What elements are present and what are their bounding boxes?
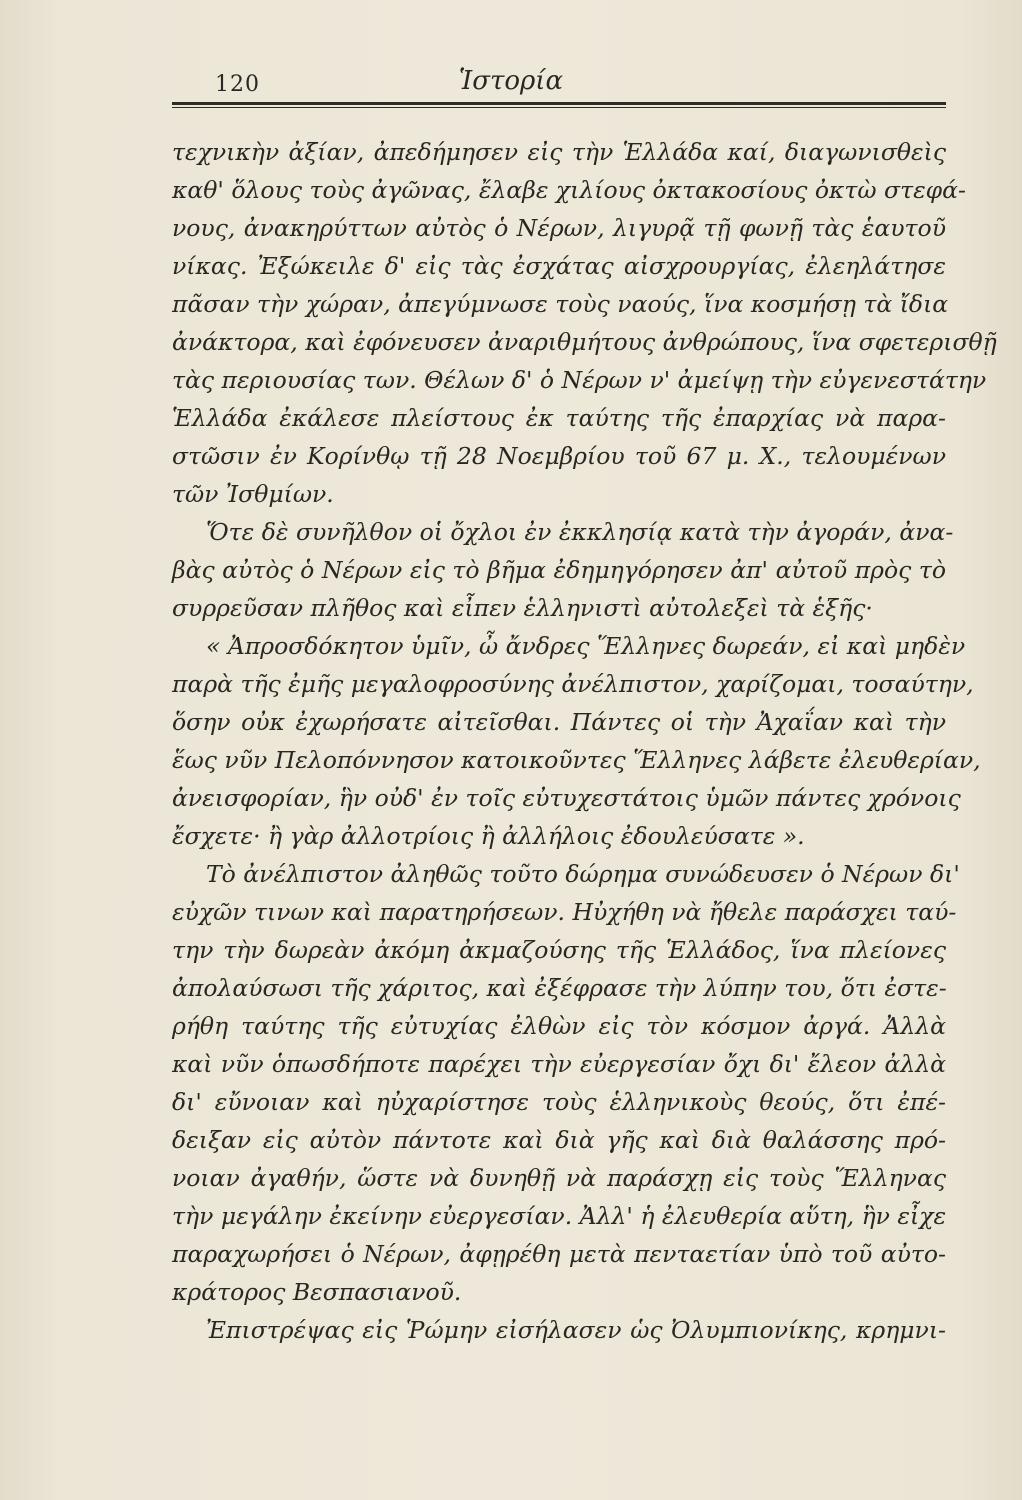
text-line: πᾶσαν τὴν χώραν, ἀπεγύμνωσε τοὺς ναούς, ἵνα κοσμήσῃ τὰ ἴδια [172,290,949,318]
text-line: βὰς αὐτὸς ὁ Νέρων εἰς τὸ βῆμα ἐδημηγόρησεν ἀπ' αὐτοῦ πρὸς τὸ [172,556,946,584]
text-line: Ἑλλάδα ἐκάλεσε πλείστους ἐκ ταύτης τῆς ἐπαρχίας νὰ παρα- [172,404,946,432]
running-title: Ἱστορία [458,66,564,96]
text-line: ἔσχετε· ἢ γὰρ ἀλλοτρίοις ἢ ἀλλήλοις ἐδουλεύσατε ». [172,822,805,850]
text-line: ρήθη ταύτης τῆς εὐτυχίας ἐλθὼν εἰς τὸν κόσμον ἀργά. Ἀλλὰ [172,1012,946,1040]
text-line: παραχωρήσει ὁ Νέρων, ἀφῃρέθη μετὰ πενταετίαν ὑπὸ τοῦ αὐτο- [172,1240,946,1268]
text-line: δι' εὔνοιαν καὶ ηὐχαρίστησε τοὺς ἑλληνικοὺς θεούς, ὅτι ἐπέ- [172,1088,946,1116]
text-line: τῶν Ἰσθμίων. [172,480,334,508]
text-line: στῶσιν ἐν Κορίνθῳ τῇ 28 Νοεμβρίου τοῦ 67 μ. Χ., τελουμένων [172,442,946,470]
text-line: συρρεῦσαν πλῆθος καὶ εἶπεν ἑλληνιστὶ αὐτολεξεὶ τὰ ἑξῆς· [172,594,873,622]
text-line: δειξαν εἰς αὐτὸν πάντοτε καὶ διὰ γῆς καὶ διὰ θαλάσσης πρό- [172,1126,946,1154]
text-line: καθ' ὅλους τοὺς ἀγῶνας, ἔλαβε χιλίους ὀκτακοσίους ὀκτὼ στεφά- [172,176,966,204]
text-line: ἀνεισφορίαν, ἣν οὐδ' ἐν τοῖς εὐτυχεστάτοις ὑμῶν πάντες χρόνοις [172,784,961,812]
text-line: παρὰ τῆς ἐμῆς μεγαλοφροσύνης ἀνέλπιστον, χαρίζομαι, τοσαύτην, [172,670,974,698]
text-line: τεχνικὴν ἀξίαν, ἀπεδήμησεν εἰς τὴν Ἑλλάδα καί, διαγωνισθεὶς [172,138,946,166]
text-line: ἀπολαύσωσι τῆς χάριτος, καὶ ἐξέφρασε τὴν λύπην του, ὅτι ἐστε- [172,974,947,1002]
text-line: νίκας. Ἐξώκειλε δ' εἰς τὰς ἐσχάτας αἰσχρουργίας, ἐλεηλάτησε [172,252,946,280]
text-line: τὰς περιουσίας των. Θέλων δ' ὁ Νέρων ν' ἀμείψῃ τὴν εὐγενεστάτην [172,366,987,394]
text-line: Ὅτε δὲ συνῆλθον οἱ ὄχλοι ἐν ἐκκλησίᾳ κατὰ τὴν ἀγοράν, ἀνα- [206,518,954,546]
text-line: την τὴν δωρεὰν ἀκόμη ἀκμαζούσης τῆς Ἑλλάδος, ἵνα πλείονες [172,936,946,964]
text-line: ἀνάκτορα, καὶ ἐφόνευσεν ἀναριθμήτους ἀνθρώπους, ἵνα σφετερισθῇ [172,328,997,356]
text-line: τὴν μεγάλην ἐκείνην εὐεργεσίαν. Ἀλλ' ἡ ἐλευθερία αὕτη, ἣν εἶχε [172,1202,947,1230]
text-line: κράτορος Βεσπασιανοῦ. [172,1278,462,1306]
text-line: καὶ νῦν ὁπωσδήποτε παρέχει τὴν εὐεργεσίαν ὄχι δι' ἔλεον ἀλλὰ [172,1050,946,1078]
text-line: εὐχῶν τινων καὶ παρατηρήσεων. Ηὐχήθη νὰ ἤθελε παράσχει ταύ- [172,898,957,926]
text-line: νους, ἀνακηρύττων αὐτὸς ὁ Νέρων, λιγυρᾷ τῇ φωνῇ τὰς ἑαυτοῦ [172,214,946,242]
text-line: « Ἀπροσδόκητον ὑμῖν, ὦ ἄνδρες Ἕλληνες δωρεάν, εἰ καὶ μηδὲν [206,632,966,660]
text-line: Τὸ ἀνέλπιστον ἀληθῶς τοῦτο δώρημα συνώδευσεν ὁ Νέρων δι' [206,860,960,888]
page-number: 120 [215,72,260,97]
text-line: ἕως νῦν Πελοπόννησον κατοικοῦντες Ἕλληνες λάβετε ἐλευθερίαν, [172,746,981,774]
text-line: Ἐπιστρέψας εἰς Ῥώμην εἰσήλασεν ὡς Ὀλυμπιονίκης, κρημνι- [206,1316,946,1344]
text-line: νοιαν ἀγαθήν, ὥστε νὰ δυνηθῇ νὰ παράσχῃ εἰς τοὺς Ἕλληνας [172,1164,946,1192]
text-line: ὅσην οὐκ ἐχωρήσατε αἰτεῖσθαι. Πάντες οἱ τὴν Ἀχαΐαν καὶ τὴν [172,708,946,736]
